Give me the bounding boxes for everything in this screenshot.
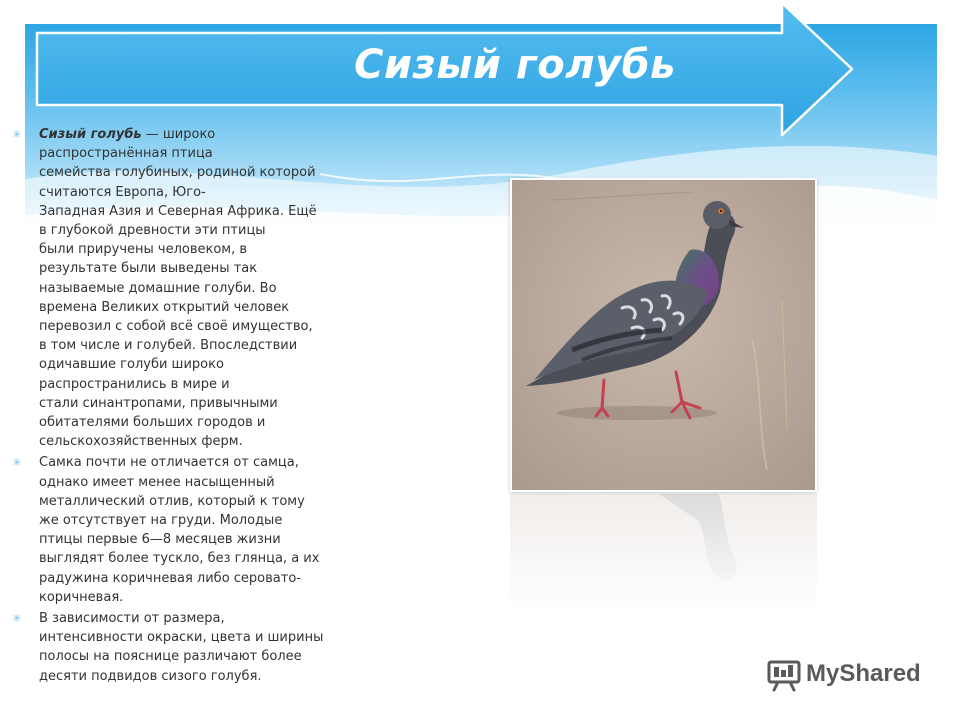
text-line: перевозил с собой всё своё имущество,	[39, 319, 313, 335]
text-line: выглядят более тускло, без глянца, а их	[39, 551, 320, 567]
asterisk-bullet-icon: ✳	[12, 456, 22, 470]
paragraph-2	[12, 453, 330, 607]
text-line: распространились в мире и	[39, 376, 230, 392]
text-line: в том числе и голубей. Впоследствии	[39, 338, 298, 354]
text-line: были приручены человеком, в	[39, 242, 248, 258]
text-line: считаются Европа, Юго-	[39, 184, 206, 200]
text-line: сельскохозяйственных ферм.	[39, 434, 243, 450]
text-line: коричневая.	[39, 589, 124, 605]
pigeon-illustration	[512, 180, 815, 490]
pigeon-photo	[510, 178, 817, 492]
text-line: однако имеет менее насыщенный	[39, 474, 275, 490]
text-line: обитателями больших городов и	[39, 415, 266, 431]
text-line: времена Великих открытий человек	[39, 299, 290, 315]
text-line: стали синантропами, привычными	[39, 395, 278, 411]
text-line: одичавшие голуби широко	[39, 357, 224, 373]
text-line: В зависимости от размера,	[39, 611, 225, 627]
text-line: же отсутствует на груди. Молодые	[39, 513, 283, 529]
text-line: распространённая птица	[39, 146, 213, 162]
text-line: результате были выведены так	[39, 261, 258, 277]
asterisk-bullet-icon: ✳	[12, 612, 22, 626]
paragraph-1	[12, 125, 330, 451]
text-line: в глубокой древности эти птицы	[39, 223, 266, 239]
text-line: семейства голубиных, родиной которой	[39, 165, 316, 181]
term-highlight: Сизый голубь	[39, 127, 142, 142]
text-line: радужина коричневая либо серовато-	[39, 570, 301, 586]
myshared-logo-icon	[766, 658, 802, 692]
text-line: — широко	[141, 127, 216, 142]
slide-title: Сизый голубь	[354, 42, 676, 88]
text-line: птицы первые 6—8 месяцев жизни	[39, 532, 281, 548]
watermark-text: MyShared	[806, 660, 921, 687]
text-line: Самка почти не отличается от самца,	[39, 455, 299, 471]
text-line: Западная Азия и Северная Африка. Ещё	[39, 203, 317, 219]
text-line: металлический отлив, который к тому	[39, 493, 305, 509]
text-line: полосы на пояснице различают более	[39, 649, 302, 665]
myshared-watermark	[766, 656, 936, 696]
text-line: называемые домашние голуби. Во	[39, 280, 277, 296]
body-text	[12, 125, 330, 688]
text-line: интенсивности окраски, цвета и ширины	[39, 630, 324, 646]
text-line: десяти подвидов сизого голубя.	[39, 668, 262, 684]
paragraph-3	[12, 609, 330, 686]
photo-reflection	[510, 494, 817, 614]
asterisk-bullet-icon: ✳	[12, 128, 22, 141]
